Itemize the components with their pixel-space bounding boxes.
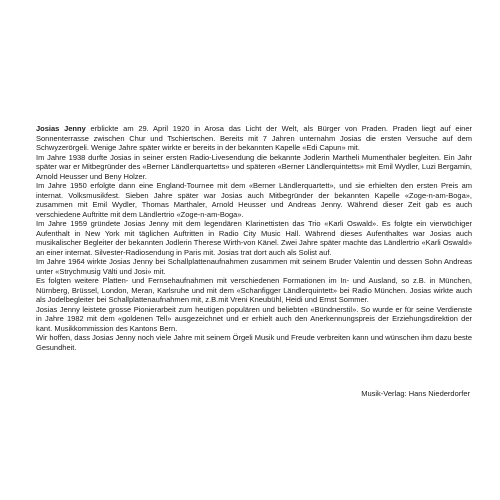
paragraph-7: Josias Jenny leistete grosse Pionierarbeit zum heutigen populären und beliebten «Bündnerstil». So wurde er für seine Verdienste in Jahre 1982 mit dem «goldenen Tell» ausgezeichnet und er erhielt auch den Anerkennungspreis der Erziehungsdirektion der kant. Musikkommission des Kantons Bern. — [36, 304, 472, 333]
paragraph-2: Im Jahre 1938 durfte Josias in seiner ersten Radio-Livesendung die bekannte Jodlerin Martheli Mumenthaler begleiten. Ein Jahr später war er Mitbegründer des «Berner Ländlerquartetts» und späteren «Berner Ländlerquintetts» mit Emil Wydler, Luzi Bergamin, Arnold Heusser und Beny Holzer. — [36, 152, 472, 181]
paragraph-3: Im Jahre 1950 erfolgte dann eine England-Tournee mit dem «Berner Ländlerquartett», und sie erhielten den ersten Preis am internat. Volksmusikfest. Sieben Jahre später war Josias auch Mitbegründer der bekannten Kapelle «Zoge-n-am-Boga», zusammen mit Emil Wydler, Thomas Marthaler, Arnold Heusser und Andreas Jenny. Während dieser Zeit gab es auch verschiedene Auftritte mit dem Ländlertrio «Zoge-n-am-Boga». — [36, 181, 472, 219]
paragraph-6: Es folgten weitere Platten- und Fernsehaufnahmen mit verschiedenen Formationen im In- und Ausland, so z.B. in München, Nürnberg, Brüssel, London, Meran, Karlsruhe und mit dem «Schanfigger Ländlerquintett» bei Radio München. Josias wirkte auch als Jodelbegleiter bei Schallplattenaufnahmen mit, z.B.mit Vreni Kneubühl, Heidi und Ernst Sommer. — [36, 276, 472, 304]
biography-text — [36, 124, 472, 352]
paragraph-5: Im Jahre 1964 wirkte Josias Jenny bei Schallplattenaufnahmen zusammen mit seinem Bruder Valentin und dessen Sohn Andreas unter «Strychmusig Välti und Josi» mit. — [36, 257, 472, 276]
paragraph-4: Im Jahre 1959 gründete Josias Jenny mit dem legendären Klarinettisten das Trio «Karli Oswald». Es folgte ein vierwöchiger Aufenthalt in New York mit täglichen Auftritten in Radio City Music Hall. Während dieses Aufenthaltes war Josias auch musikalischer Begleiter der bekannten Jodlerin Therese Wirth-von Känel. Zwei Jahre später machte das Ländlertrio «Karli Oswald» an einer internat. Silvester-Radiosendung in Paris mit. Josias trat dort auch als Solist auf. — [36, 219, 472, 257]
paragraph-8: Wir hoffen, dass Josias Jenny noch viele Jahre mit seinem Örgeli Musik und Freude verbreiten kann und wünschen ihm dazu beste Gesundheit. — [36, 333, 472, 352]
subject-name: Josias Jenny — [36, 124, 86, 133]
paragraph-1-text: erblickte am 29. April 1920 in Arosa das Licht der Welt, als Bürger von Praden. Praden liegt auf einer Sonnenterrasse zwischen Chur und Tschiertschen. Bereits mit 7 Jahren unternahm Josias die ersten Versuche auf dem Schwyzerörgeli. Wenige Jahre später wirkte er bereits in der bekannten Kapelle «Edi Capun» mit. — [36, 124, 472, 152]
publisher-signature: Musik-Verlag: Hans Niederdorfer — [361, 389, 470, 398]
paragraph-1 — [36, 124, 472, 153]
